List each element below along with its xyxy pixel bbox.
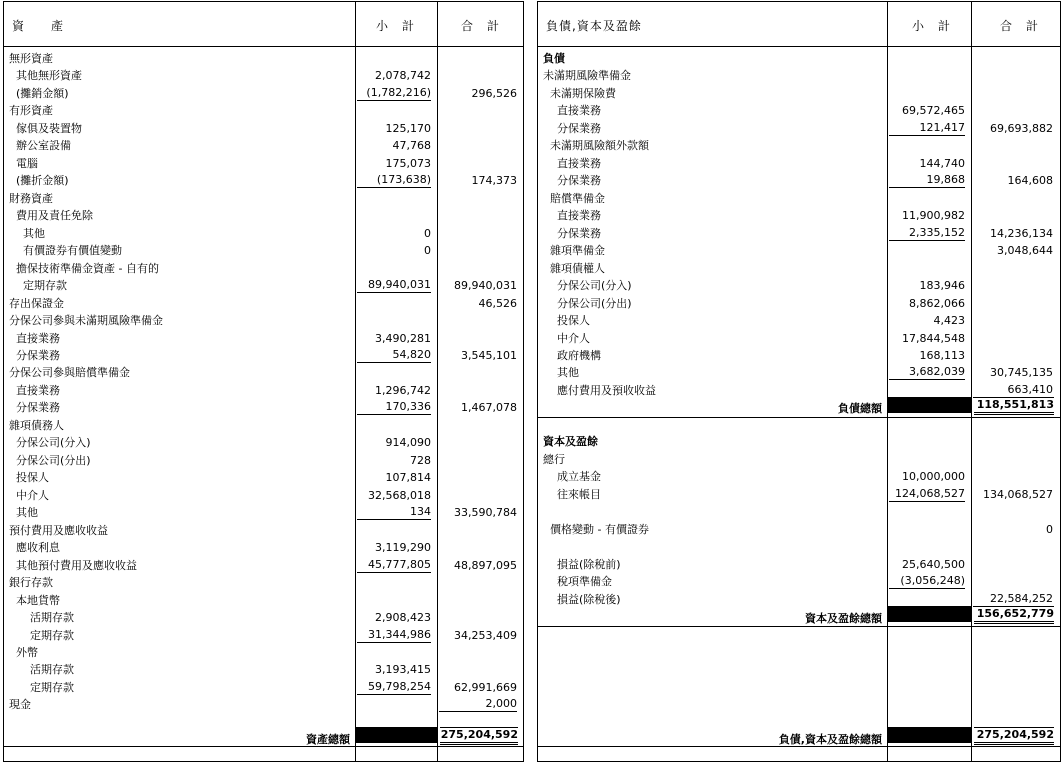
header-subtotal: 小 計: [912, 19, 952, 33]
row-label: 分保業務: [557, 121, 601, 135]
row-subtotal: 168,113: [919, 348, 965, 362]
row-total: 2,000: [439, 696, 517, 712]
row-total: 164,608: [1007, 174, 1053, 188]
row-label: 價格變動 - 有價證券: [550, 522, 649, 536]
row-label: (攤銷金額): [16, 86, 69, 100]
table-row: [538, 591, 1060, 608]
table-row: [538, 347, 1060, 364]
row-label: 其他: [16, 506, 38, 520]
table-row: [4, 539, 523, 556]
row-label: 分保業務: [16, 348, 60, 362]
row-subtotal: 3,490,281: [375, 331, 431, 345]
row-total: 663,410: [973, 382, 1053, 398]
row-label: 銀行存款: [9, 576, 53, 590]
row-label: 直接業務: [557, 104, 601, 118]
table-row: [4, 190, 523, 207]
table-row: [4, 452, 523, 469]
row-subtotal: 47,768: [392, 139, 431, 153]
row-total: 62,991,669: [454, 680, 517, 694]
table-row: [4, 627, 523, 644]
row-label: 存出保證金: [9, 296, 64, 310]
row-label: 其他: [23, 226, 45, 240]
table-row: [538, 573, 1060, 590]
assets-table: [3, 1, 524, 762]
row-subtotal: 124,068,527: [889, 486, 965, 502]
table-row: [538, 468, 1060, 485]
table-row: [538, 67, 1060, 84]
row-label: 電腦: [16, 156, 38, 170]
header-total: 合 計: [461, 19, 501, 33]
row-label: (攤折金額): [16, 174, 69, 188]
table-row: [538, 486, 1060, 503]
table-row: [538, 207, 1060, 224]
table-row: [538, 137, 1060, 154]
row-total: 14,236,134: [990, 226, 1053, 240]
total-black-box: [888, 606, 971, 622]
header-assets: 資 產: [12, 19, 65, 33]
table-row: [4, 434, 523, 451]
row-subtotal: 10,000,000: [902, 470, 965, 483]
row-subtotal: (1,782,216): [357, 85, 431, 101]
row-label: 損益(除稅後): [557, 592, 621, 606]
row-total: 1,467,078: [461, 401, 517, 415]
table-row: [4, 260, 523, 277]
row-subtotal: 4,423: [933, 314, 965, 328]
row-label: 外幣: [16, 645, 38, 659]
row-subtotal: 11,900,982: [902, 209, 965, 223]
table-row: [538, 556, 1060, 573]
row-subtotal: 183,946: [919, 279, 965, 293]
assets-total-value: 275,204,592: [440, 727, 518, 745]
row-subtotal: 134: [357, 504, 431, 520]
row-subtotal: 89,940,031: [357, 277, 431, 293]
table-row: [4, 469, 523, 486]
capital-total-label: 資本及盈餘總額: [805, 612, 882, 625]
row-subtotal: 69,572,465: [902, 104, 965, 118]
table-row: [538, 172, 1060, 189]
row-label: 未滿期風險額外款額: [550, 139, 649, 153]
row-label: 分保公司(分入): [16, 436, 91, 450]
row-subtotal: 3,119,290: [375, 541, 431, 555]
row-subtotal: 728: [410, 453, 431, 467]
table-row: [4, 85, 523, 102]
row-label: 定期存款: [30, 628, 74, 642]
row-label: 資本及盈餘: [543, 435, 598, 448]
table-row: [4, 295, 523, 312]
row-label: 未滿期風險準備金: [543, 69, 631, 83]
row-label: 未滿期保險費: [550, 86, 616, 100]
table-row: [538, 242, 1060, 259]
row-label: 分保業務: [16, 401, 60, 415]
table-row: [4, 592, 523, 609]
row-label: 分保業務: [557, 174, 601, 188]
row-label: 有形資產: [9, 104, 53, 118]
row-subtotal: 45,777,805: [357, 557, 431, 573]
bottom-rule: [538, 746, 1060, 747]
row-label: 傢俱及裝置物: [16, 121, 82, 135]
table-row: [4, 207, 523, 224]
table-row: [4, 225, 523, 242]
table-row: [4, 277, 523, 294]
row-label: 分保公司(分入): [557, 279, 632, 293]
row-label: 中介人: [16, 488, 49, 502]
row-label: 有價證券有價值變動: [23, 244, 122, 258]
row-label: 辦公室設備: [16, 139, 71, 153]
row-subtotal: 3,682,039: [889, 364, 965, 380]
table-row: [4, 574, 523, 591]
table-row: [4, 50, 523, 67]
row-label: 無形資產: [9, 52, 53, 65]
header-total: 合 計: [1000, 19, 1040, 33]
table-row: [4, 399, 523, 416]
table-row: [538, 312, 1060, 329]
row-label: 定期存款: [23, 279, 67, 293]
row-total: 33,590,784: [454, 506, 517, 520]
table-row: [4, 696, 523, 713]
table-row: [4, 364, 523, 381]
row-total: 3,545,101: [461, 348, 517, 362]
row-label: 分保公司(分出): [557, 296, 632, 310]
table-row: [538, 277, 1060, 294]
row-total: 174,373: [471, 174, 517, 188]
row-subtotal: 54,820: [357, 347, 431, 363]
table-row: [4, 347, 523, 364]
assets-header: [4, 2, 523, 47]
row-label: 活期存款: [30, 663, 74, 677]
row-label: 投保人: [16, 471, 49, 485]
table-row: [4, 609, 523, 626]
row-label: 財務資產: [9, 191, 53, 205]
row-subtotal: 59,798,254: [357, 679, 431, 695]
row-subtotal: 0: [424, 226, 431, 240]
table-row: [4, 487, 523, 504]
bottom-rule: [4, 746, 523, 747]
row-label: 雜項債務人: [9, 418, 64, 432]
row-label: 分保公司參與賠償準備金: [9, 366, 130, 380]
grand-total-value: 275,204,592: [974, 727, 1054, 745]
row-subtotal: 170,336: [357, 399, 431, 415]
row-subtotal: 125,170: [385, 121, 431, 135]
row-total: 296,526: [471, 86, 517, 100]
row-label: 直接業務: [557, 156, 601, 170]
row-subtotal: 19,868: [889, 172, 965, 188]
table-row: [538, 102, 1060, 119]
row-label: 分保業務: [557, 226, 601, 240]
table-row: [4, 67, 523, 84]
section-rule: [538, 626, 1060, 627]
row-total: 48,897,095: [454, 558, 517, 572]
header-liabilities: 負債,資本及盈餘: [546, 19, 642, 33]
table-row: [538, 521, 1060, 538]
table-row: [4, 504, 523, 521]
row-subtotal: 1,296,742: [375, 383, 431, 397]
grand-total-label: 負債,資本及盈餘總額: [778, 733, 882, 746]
liabilities-total-label: 負債總額: [838, 402, 882, 415]
row-total: 22,584,252: [973, 591, 1053, 607]
table-row: [4, 137, 523, 154]
row-label: 其他預付費用及應收收益: [16, 558, 137, 572]
row-label: 直接業務: [557, 209, 601, 223]
table-row: [4, 417, 523, 434]
row-label: 直接業務: [16, 331, 60, 345]
table-row: [538, 155, 1060, 172]
row-subtotal: 2,908,423: [375, 611, 431, 625]
row-label: 往來帳目: [557, 487, 601, 501]
row-subtotal: 2,335,152: [889, 225, 965, 241]
table-row: [4, 172, 523, 189]
total-black-box: [888, 727, 971, 743]
row-total: 89,940,031: [454, 279, 517, 293]
row-total: 134,068,527: [983, 487, 1053, 501]
row-subtotal: 25,640,500: [902, 557, 965, 571]
liabilities-header: [538, 2, 1060, 47]
table-row: [538, 120, 1060, 137]
assets-total-label: 資產總額: [306, 733, 350, 746]
table-row: [4, 557, 523, 574]
table-row: [538, 260, 1060, 277]
row-subtotal: 121,417: [889, 120, 965, 136]
row-subtotal: 31,344,986: [357, 627, 431, 643]
row-label: 賠償準備金: [550, 191, 605, 205]
table-row: [4, 155, 523, 172]
table-row: [538, 503, 1060, 520]
row-subtotal: 0: [424, 244, 431, 258]
table-row: [4, 661, 523, 678]
row-label: 預付費用及應收收益: [9, 523, 108, 537]
table-row: [4, 644, 523, 661]
row-subtotal: 3,193,415: [375, 663, 431, 677]
row-label: 投保人: [557, 314, 590, 328]
row-label: 分保公司(分出): [16, 453, 91, 467]
row-total: 69,693,882: [990, 121, 1053, 135]
row-label: 其他無形資產: [16, 69, 82, 83]
table-row: [538, 538, 1060, 555]
row-label: 本地貨幣: [16, 593, 60, 607]
row-total: 46,526: [478, 296, 517, 310]
table-row: [538, 364, 1060, 381]
row-label: 應付費用及預收收益: [557, 383, 656, 397]
row-subtotal: 32,568,018: [368, 488, 431, 502]
row-label: 現金: [9, 698, 31, 712]
row-label: 中介人: [557, 331, 590, 345]
row-total: 34,253,409: [454, 628, 517, 642]
row-subtotal: 8,862,066: [909, 296, 965, 310]
row-subtotal: 107,814: [385, 471, 431, 485]
row-label: 活期存款: [30, 611, 74, 625]
header-subtotal: 小 計: [376, 19, 416, 33]
table-row: [538, 50, 1060, 67]
row-subtotal: 2,078,742: [375, 69, 431, 83]
table-row: [4, 382, 523, 399]
table-row: [4, 102, 523, 119]
table-row: [4, 242, 523, 259]
table-row: [538, 190, 1060, 207]
table-row: [4, 120, 523, 137]
row-label: 其他: [557, 366, 579, 380]
row-label: 政府機構: [557, 348, 601, 362]
table-row: [4, 679, 523, 696]
row-label: 應收利息: [16, 541, 60, 555]
row-label: 雜項準備金: [550, 244, 605, 258]
table-row: [538, 225, 1060, 242]
liabilities-total-value: 118,551,813: [974, 397, 1054, 415]
table-row: [538, 85, 1060, 102]
table-row: [538, 295, 1060, 312]
row-total: 3,048,644: [997, 244, 1053, 258]
table-row: [4, 522, 523, 539]
row-label: 總行: [543, 452, 565, 466]
row-subtotal: 144,740: [919, 156, 965, 170]
section-rule: [538, 417, 1060, 418]
row-label: 定期存款: [30, 680, 74, 694]
total-black-box: [356, 727, 437, 743]
capital-total-value: 156,652,779: [974, 606, 1054, 624]
row-label: 負債: [543, 52, 565, 65]
row-label: 直接業務: [16, 383, 60, 397]
row-label: 稅項準備金: [557, 575, 612, 588]
liabilities-table: [537, 1, 1061, 762]
row-label: 費用及責任免除: [16, 209, 93, 223]
row-total: 0: [1046, 522, 1053, 536]
row-subtotal: 914,090: [385, 436, 431, 450]
table-row: [4, 330, 523, 347]
table-row: [538, 451, 1060, 468]
table-row: [538, 330, 1060, 347]
row-label: 擔保技術準備金資產 - 自有的: [16, 261, 159, 275]
row-subtotal: (173,638): [357, 172, 431, 188]
row-subtotal: 17,844,548: [902, 331, 965, 345]
table-row: [4, 312, 523, 329]
row-total: 30,745,135: [990, 366, 1053, 380]
row-label: 成立基金: [557, 470, 601, 483]
total-black-box: [888, 397, 971, 413]
row-subtotal: (3,056,248): [889, 573, 965, 589]
row-label: 分保公司參與未滿期風險準備金: [9, 314, 163, 328]
table-row: [538, 433, 1060, 450]
row-label: 雜項債權人: [550, 261, 605, 275]
row-label: 損益(除稅前): [557, 557, 621, 571]
row-subtotal: 175,073: [385, 156, 431, 170]
